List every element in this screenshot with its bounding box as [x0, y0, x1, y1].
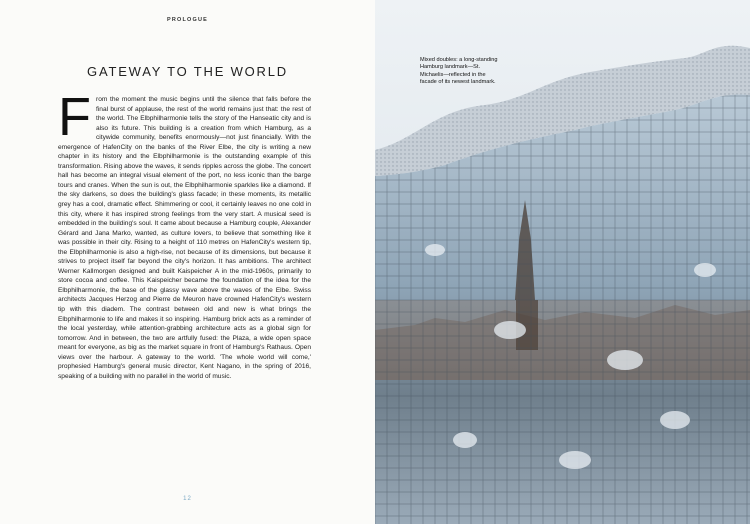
body-paragraph: rom the moment the music begins until the silence that falls before the final burst of applause, the rest of the world remains just that: the rest of the world. The Elbphilharmonie tells the story of the Hanseatic city and is also its future. This building is a creation from which Hamburg, as a citywide community, benefits enormously—not just financially. With the emergence of HafenCity on the banks of the River Elbe, the city is writing a new chapter in its history and the Elbphilharmonie is the outstanding example of this transformation. Rising above the waves, it sends ripples across the globe. The concert hall has become an integral visual element of the port, no less iconic than the barge tours and cranes. When the sun is out, the Elbphilharmonie sparkles like a diamond. If the sky darkens, so does the building's glass facade; in these moments, its metallic grey has a cool, dramatic effect. Shimmering or cool, it certainly leaves no one cold in this city, where it has inspired strong feelings from the very start. A musical seed is embedded in the building's soul. It came about because a Hamburg couple, Alexander Gérard and Jana Marko, wanted, as culture lovers, to believe that something like it was possible in their city. Rising to a height of 110 metres on HafenCity's western tip, the Elbphilharmonie is also a high-rise, not because of its dimensions, but because it strives to project itself far beyond the city's horizon. It has ambitions. The architect Werner Kallmorgen designed and built Kaispeicher A in the mid-1960s, primarily to store cocoa and coffee. This Kaispeicher became the foundation of the idea for the Elbphilharmonie, the base of the glassy wave above the waves of the Elbe. Swiss architects Jacques Herzog and Pierre de Meuron have crowned HafenCity's western tip with this diadem. The contrast between old and new is what brings the Elbphilharmonie to life and makes it so inspiring. Hamburg brick acts as a reminder of the local yesterday, while attention-grabbing architecture acts as a global sign for tomorrow. And in between, the two are artfully fused: the Plaza, a wide open space meant for everyone, as big as the market square in front of Hamburg's Rathaus. Open views over the harbour. A gateway to the world. 'The whole world will come,' prophesied Hamburg's general music director, Kent Nagano, in the spring of 2016, speaking of a building with no parallel in the world of music. [58, 96, 311, 380]
body-text [58, 87, 311, 381]
photo-caption: Mixed doubles: a long-standing Hamburg landmark—St. Michaelis—reflected in the facade of its newest landmark. [420, 57, 498, 86]
drop-cap: F [58, 87, 91, 147]
running-head: PROLOGUE [166, 17, 209, 23]
page-number: 12 [183, 496, 192, 502]
chapter-title: GATEWAY TO THE WORLD [87, 64, 288, 79]
